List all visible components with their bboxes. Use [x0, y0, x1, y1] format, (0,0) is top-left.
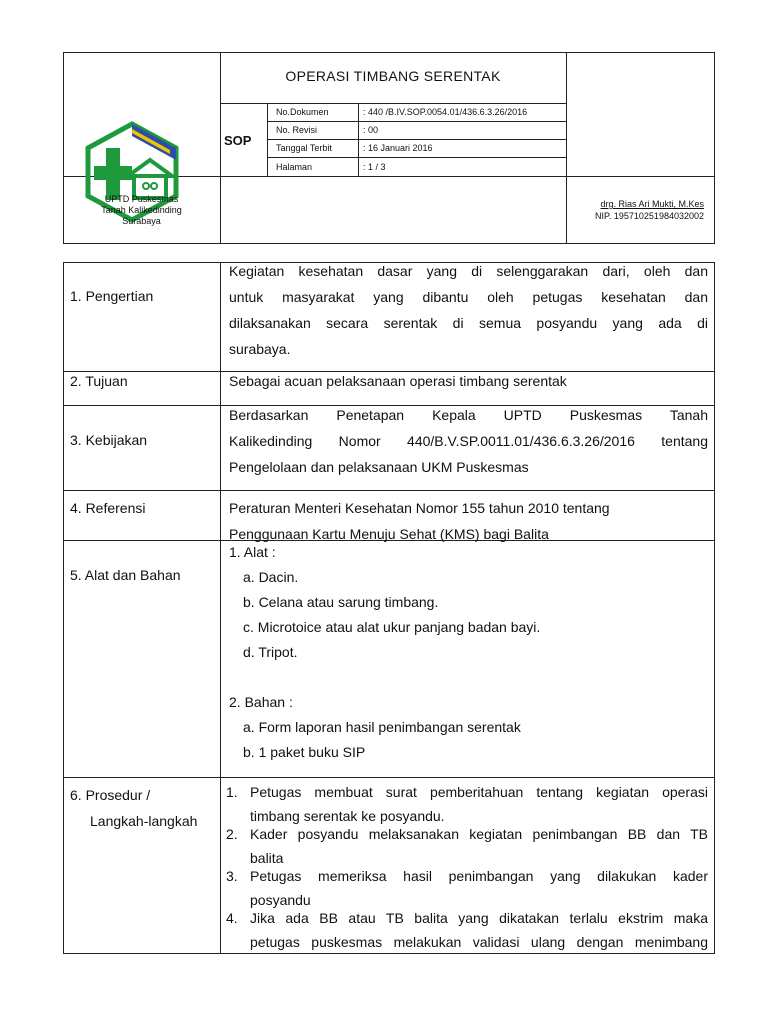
sop-label: SOP [224, 133, 252, 148]
step-text: Petugas membuat surat pemberitahuan tentang kegiatan operasi [250, 784, 708, 800]
step-text: balita [250, 850, 284, 866]
prosedur-label-line2: Langkah-langkah [90, 813, 198, 829]
procedure-step [226, 868, 708, 910]
org-name-line3: Surabaya [122, 216, 161, 226]
org-name-line2: Tanah Kalikedinding [101, 205, 182, 215]
list-item: a. Form laporan hasil penimbangan serentak [243, 719, 521, 735]
meta-value-no-dokumen: : 440 /B.IV.SOP.0054.01/436.6.3.26/2016 [363, 107, 528, 117]
text-line: Penggunaan Kartu Menuju Sehat (KMS) bagi Balita [229, 526, 549, 542]
meta-value-no-revisi: : 00 [363, 125, 379, 135]
meta-value-halaman: : 1 / 3 [363, 162, 386, 172]
signer-name: drg. Rias Ari Mukti, M.Kes [600, 199, 704, 209]
step-number: 3. [226, 868, 238, 884]
section-content-tujuan [229, 368, 708, 394]
text-line: surabaya. [229, 341, 291, 357]
text-line: Sebagai acuan pelaksanaan operasi timbang serentak [229, 373, 567, 389]
section-label-prosedur [70, 782, 197, 834]
meta-label-no-revisi: No. Revisi [276, 125, 318, 135]
step-text: Jika ada BB atau TB balita yang dikatakan terlalu ekstrim maka [250, 910, 708, 926]
section-label-pengertian: 1. Pengertian [70, 288, 154, 304]
text-line: Kegiatan kesehatan dasar yang di selenggarakan dari, oleh dan [229, 263, 708, 279]
section-content-pengertian [229, 258, 708, 362]
section-label-alat-bahan: 5. Alat dan Bahan [70, 567, 181, 583]
section-content-alat-bahan [229, 540, 708, 765]
title-divider [220, 103, 566, 104]
procedure-step [226, 826, 708, 868]
step-number: 2. [226, 826, 238, 842]
step-text: posyandu [250, 892, 311, 908]
text-line: dilaksanakan secara serentak di semua posyandu yang ada di [229, 315, 708, 331]
step-number: 1. [226, 784, 238, 800]
text-line: Berdasarkan Penetapan Kepala UPTD Puskesmas Tanah [229, 407, 708, 423]
meta-value-tanggal-terbit: : 16 Januari 2016 [363, 143, 433, 153]
list-item: b. 1 paket buku SIP [243, 744, 366, 760]
step-text: Petugas memeriksa hasil penimbangan yang dilakukan kader [250, 868, 708, 884]
meta-label-tanggal-terbit: Tanggal Terbit [276, 143, 332, 153]
document-title: OPERASI TIMBANG SERENTAK [285, 68, 501, 84]
org-name [63, 194, 220, 227]
label-column-divider [220, 262, 221, 954]
prosedur-label-line1: 6. Prosedur / [70, 787, 151, 803]
procedure-step [226, 910, 708, 952]
list-item: a. Dacin. [243, 569, 299, 585]
alat-title: 1. Alat : [229, 544, 276, 560]
text-line: Peraturan Menteri Kesehatan Nomor 155 tahun 2010 tentang [229, 500, 610, 516]
row-divider [63, 490, 715, 491]
meta-row-divider [267, 157, 566, 158]
section-label-referensi: 4. Referensi [70, 500, 146, 516]
section-label-tujuan: 2. Tujuan [70, 373, 128, 389]
text-line: Kalikedinding Nomor 440/B.V.SP.0011.01/436.6.3.26/2016 tentang [229, 433, 708, 449]
section-label-kebijakan: 3. Kebijakan [70, 432, 148, 448]
step-number: 4. [226, 910, 238, 926]
section-content-prosedur [226, 784, 708, 952]
section-content-kebijakan [229, 402, 708, 480]
step-text: Kader posyandu melaksanakan kegiatan penimbangan BB dan TB [250, 826, 708, 842]
list-item: d. Tripot. [243, 644, 298, 660]
step-text: timbang serentak ke posyandu. [250, 808, 445, 824]
signer-nip: NIP. 195710251984032002 [595, 211, 704, 221]
procedure-step [226, 784, 708, 826]
list-item: c. Microtoice atau alat ukur panjang badan bayi. [243, 619, 541, 635]
step-text: petugas puskesmas melakukan validasi ulang dengan menimbang [250, 934, 708, 950]
meta-row-divider [267, 121, 566, 122]
org-name-line1: UPTD Puskesmas [104, 194, 179, 204]
text-line: Pengelolaan dan pelaksanaan UKM Puskesmas [229, 459, 529, 475]
meta-label-no-dokumen: No.Dokumen [276, 107, 329, 117]
bahan-title: 2. Bahan : [229, 694, 293, 710]
text-line: untuk masyarakat yang dibantu oleh petugas kesehatan dan [229, 289, 708, 305]
list-item: b. Celana atau sarung timbang. [243, 594, 439, 610]
row-divider [63, 777, 715, 778]
meta-row-divider [267, 139, 566, 140]
meta-label-halaman: Halaman [276, 162, 313, 172]
